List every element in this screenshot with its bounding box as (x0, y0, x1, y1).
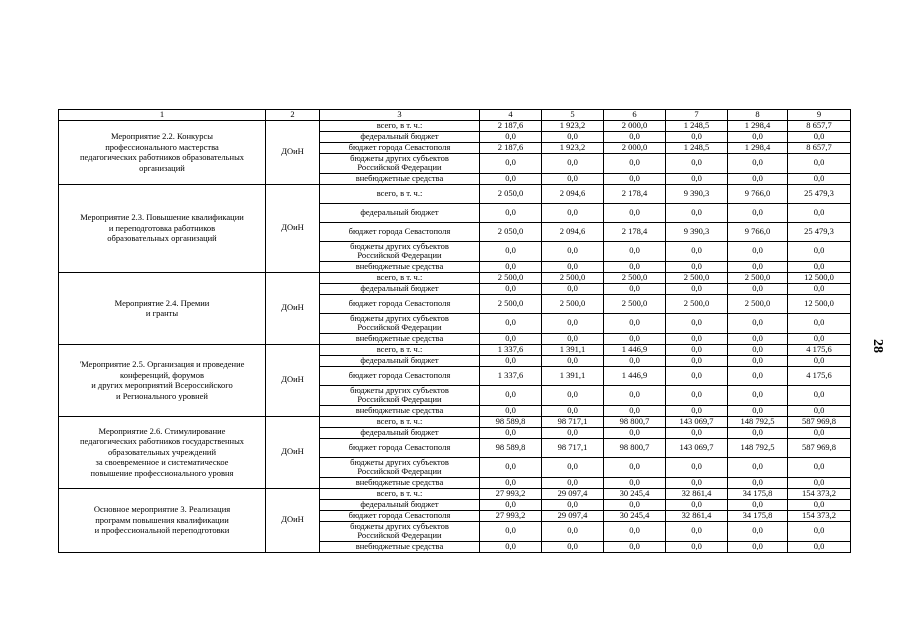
value-cell: 32 861,4 (666, 510, 728, 521)
event-name: Мероприятие 2.3. Повышение квалификации и переподготовка работников образовательных организаций (59, 184, 266, 272)
value-cell: 0,0 (728, 153, 788, 173)
value-cell: 0,0 (728, 366, 788, 385)
value-cell: 98 800,7 (604, 416, 666, 427)
value-cell: 0,0 (542, 241, 604, 261)
value-cell: 148 792,5 (728, 416, 788, 427)
header-cell: 6 (604, 110, 666, 121)
value-cell: 0,0 (480, 261, 542, 272)
funding-source: федеральный бюджет (320, 131, 480, 142)
value-cell: 0,0 (666, 385, 728, 405)
value-cell: 1 248,5 (666, 120, 728, 131)
funding-source: внебюджетные средства (320, 333, 480, 344)
value-cell: 98 800,7 (604, 438, 666, 457)
funding-source: бюджеты других субъектов Российской Федерации (320, 241, 480, 261)
page-number: 28 (870, 339, 885, 353)
funding-source: внебюджетные средства (320, 173, 480, 184)
funding-source: бюджет города Севастополя (320, 294, 480, 313)
value-cell: 0,0 (604, 283, 666, 294)
value-cell: 0,0 (480, 477, 542, 488)
value-cell: 98 589,8 (480, 416, 542, 427)
value-cell: 0,0 (666, 366, 728, 385)
funding-source: федеральный бюджет (320, 499, 480, 510)
value-cell: 0,0 (728, 173, 788, 184)
value-cell: 0,0 (542, 385, 604, 405)
value-cell: 30 245,4 (604, 488, 666, 499)
value-cell: 0,0 (788, 405, 851, 416)
value-cell: 8 657,7 (788, 142, 851, 153)
event-name: Мероприятие 2.6. Стимулирование педагогических работников государственных образовательных учреждений за своевременное и систематическое повышение профессионального уровня (59, 416, 266, 488)
value-cell: 1 298,4 (728, 142, 788, 153)
table-row (59, 272, 851, 283)
executor: ДОиН (266, 344, 320, 416)
value-cell: 0,0 (480, 405, 542, 416)
value-cell: 1 391,1 (542, 366, 604, 385)
value-cell: 0,0 (542, 153, 604, 173)
value-cell: 0,0 (604, 203, 666, 222)
value-cell: 0,0 (480, 427, 542, 438)
value-cell: 0,0 (604, 405, 666, 416)
table-row (59, 184, 851, 203)
value-cell: 0,0 (788, 385, 851, 405)
value-cell: 0,0 (728, 405, 788, 416)
value-cell: 0,0 (604, 427, 666, 438)
value-cell: 0,0 (542, 521, 604, 541)
funding-source: бюджет города Севастополя (320, 510, 480, 521)
header-cell: 8 (728, 110, 788, 121)
table-row (59, 488, 851, 499)
funding-source: всего, в т. ч.: (320, 272, 480, 283)
header-cell: 9 (788, 110, 851, 121)
value-cell: 0,0 (480, 499, 542, 510)
value-cell: 2 500,0 (542, 294, 604, 313)
value-cell: 2 500,0 (604, 294, 666, 313)
value-cell: 154 373,2 (788, 488, 851, 499)
value-cell: 0,0 (604, 457, 666, 477)
value-cell: 0,0 (480, 355, 542, 366)
funding-source: внебюджетные средства (320, 405, 480, 416)
value-cell: 0,0 (666, 153, 728, 173)
value-cell: 4 175,6 (788, 366, 851, 385)
value-cell: 0,0 (728, 241, 788, 261)
value-cell: 0,0 (788, 541, 851, 552)
value-cell: 0,0 (666, 477, 728, 488)
value-cell: 0,0 (788, 333, 851, 344)
funding-source: внебюджетные средства (320, 541, 480, 552)
value-cell: 0,0 (604, 333, 666, 344)
value-cell: 2 094,6 (542, 184, 604, 203)
value-cell: 1 923,2 (542, 142, 604, 153)
funding-source: федеральный бюджет (320, 427, 480, 438)
value-cell: 0,0 (666, 313, 728, 333)
value-cell: 1 391,1 (542, 344, 604, 355)
value-cell: 1 337,6 (480, 344, 542, 355)
value-cell: 0,0 (728, 541, 788, 552)
value-cell: 0,0 (666, 241, 728, 261)
value-cell: 0,0 (728, 385, 788, 405)
value-cell: 2 187,6 (480, 120, 542, 131)
value-cell: 0,0 (788, 203, 851, 222)
value-cell: 0,0 (542, 173, 604, 184)
funding-source: бюджет города Севастополя (320, 222, 480, 241)
funding-source: федеральный бюджет (320, 203, 480, 222)
value-cell: 34 175,8 (728, 488, 788, 499)
value-cell: 0,0 (788, 313, 851, 333)
header-cell: 1 (59, 110, 266, 121)
funding-source: внебюджетные средства (320, 477, 480, 488)
value-cell: 0,0 (604, 477, 666, 488)
value-cell: 0,0 (666, 457, 728, 477)
value-cell: 0,0 (542, 499, 604, 510)
value-cell: 0,0 (480, 203, 542, 222)
value-cell: 0,0 (542, 313, 604, 333)
value-cell: 2 500,0 (666, 272, 728, 283)
header-row (59, 110, 851, 121)
funding-source: федеральный бюджет (320, 283, 480, 294)
header-cell: 7 (666, 110, 728, 121)
value-cell: 0,0 (480, 313, 542, 333)
value-cell: 0,0 (480, 333, 542, 344)
value-cell: 0,0 (788, 283, 851, 294)
funding-source: бюджет города Севастополя (320, 142, 480, 153)
value-cell: 0,0 (542, 477, 604, 488)
value-cell: 0,0 (604, 261, 666, 272)
value-cell: 587 969,8 (788, 438, 851, 457)
value-cell: 0,0 (788, 427, 851, 438)
event-name: Мероприятие 2.2. Конкурсы профессионального мастерства педагогических работников образовательных организаций (59, 120, 266, 184)
value-cell: 143 069,7 (666, 438, 728, 457)
funding-source: всего, в т. ч.: (320, 184, 480, 203)
value-cell: 0,0 (666, 499, 728, 510)
table-row (59, 344, 851, 355)
value-cell: 2 500,0 (666, 294, 728, 313)
value-cell: 0,0 (728, 499, 788, 510)
value-cell: 1 337,6 (480, 366, 542, 385)
value-cell: 9 390,3 (666, 222, 728, 241)
value-cell: 29 097,4 (542, 510, 604, 521)
value-cell: 0,0 (728, 313, 788, 333)
value-cell: 0,0 (728, 344, 788, 355)
value-cell: 0,0 (604, 131, 666, 142)
funding-source: бюджеты других субъектов Российской Федерации (320, 385, 480, 405)
value-cell: 0,0 (666, 333, 728, 344)
funding-source: бюджеты других субъектов Российской Федерации (320, 313, 480, 333)
value-cell: 0,0 (788, 261, 851, 272)
funding-source: бюджет города Севастополя (320, 366, 480, 385)
value-cell: 0,0 (788, 499, 851, 510)
header-cell: 4 (480, 110, 542, 121)
value-cell: 1 446,9 (604, 344, 666, 355)
value-cell: 12 500,0 (788, 272, 851, 283)
table-row (59, 120, 851, 131)
value-cell: 0,0 (604, 355, 666, 366)
event-name: Основное мероприятие 3. Реализация программ повышения квалификации и профессиональной переподготовки (59, 488, 266, 552)
value-cell: 0,0 (666, 344, 728, 355)
value-cell: 0,0 (666, 203, 728, 222)
value-cell: 0,0 (666, 261, 728, 272)
value-cell: 0,0 (480, 241, 542, 261)
value-cell: 143 069,7 (666, 416, 728, 427)
value-cell: 0,0 (728, 261, 788, 272)
value-cell: 0,0 (666, 173, 728, 184)
value-cell: 98 717,1 (542, 438, 604, 457)
executor: ДОиН (266, 488, 320, 552)
value-cell: 98 589,8 (480, 438, 542, 457)
value-cell: 0,0 (788, 241, 851, 261)
value-cell: 2 178,4 (604, 222, 666, 241)
value-cell: 154 373,2 (788, 510, 851, 521)
value-cell: 0,0 (788, 477, 851, 488)
value-cell: 0,0 (480, 521, 542, 541)
value-cell: 0,0 (480, 541, 542, 552)
value-cell: 0,0 (604, 541, 666, 552)
value-cell: 25 479,3 (788, 222, 851, 241)
executor: ДОиН (266, 416, 320, 488)
funding-source: всего, в т. ч.: (320, 344, 480, 355)
value-cell: 30 245,4 (604, 510, 666, 521)
value-cell: 0,0 (666, 541, 728, 552)
value-cell: 0,0 (666, 427, 728, 438)
value-cell: 2 500,0 (542, 272, 604, 283)
value-cell: 1 298,4 (728, 120, 788, 131)
value-cell: 2 500,0 (728, 272, 788, 283)
value-cell: 0,0 (542, 355, 604, 366)
value-cell: 0,0 (788, 521, 851, 541)
value-cell: 0,0 (788, 457, 851, 477)
value-cell: 0,0 (604, 153, 666, 173)
value-cell: 0,0 (480, 153, 542, 173)
value-cell: 0,0 (480, 173, 542, 184)
value-cell: 0,0 (542, 457, 604, 477)
value-cell: 2 178,4 (604, 184, 666, 203)
value-cell: 0,0 (788, 131, 851, 142)
funding-source: внебюджетные средства (320, 261, 480, 272)
value-cell: 2 500,0 (480, 294, 542, 313)
table-row (59, 416, 851, 427)
budget-table (58, 109, 851, 553)
value-cell: 0,0 (788, 173, 851, 184)
value-cell: 0,0 (542, 427, 604, 438)
funding-source: всего, в т. ч.: (320, 488, 480, 499)
value-cell: 34 175,8 (728, 510, 788, 521)
value-cell: 0,0 (604, 521, 666, 541)
header-cell: 5 (542, 110, 604, 121)
executor: ДОиН (266, 184, 320, 272)
value-cell: 0,0 (728, 355, 788, 366)
value-cell: 4 175,6 (788, 344, 851, 355)
value-cell: 9 766,0 (728, 222, 788, 241)
value-cell: 0,0 (480, 131, 542, 142)
value-cell: 0,0 (542, 333, 604, 344)
value-cell: 0,0 (728, 283, 788, 294)
funding-source: бюджеты других субъектов Российской Федерации (320, 153, 480, 173)
value-cell: 0,0 (666, 355, 728, 366)
value-cell: 9 390,3 (666, 184, 728, 203)
value-cell: 0,0 (728, 427, 788, 438)
value-cell: 0,0 (728, 457, 788, 477)
value-cell: 0,0 (728, 333, 788, 344)
value-cell: 25 479,3 (788, 184, 851, 203)
value-cell: 0,0 (666, 405, 728, 416)
value-cell: 0,0 (604, 499, 666, 510)
value-cell: 0,0 (728, 477, 788, 488)
value-cell: 0,0 (542, 131, 604, 142)
value-cell: 0,0 (788, 355, 851, 366)
value-cell: 0,0 (480, 457, 542, 477)
funding-source: федеральный бюджет (320, 355, 480, 366)
value-cell: 0,0 (480, 283, 542, 294)
value-cell: 2 000,0 (604, 142, 666, 153)
value-cell: 2 050,0 (480, 184, 542, 203)
value-cell: 0,0 (542, 541, 604, 552)
value-cell: 0,0 (728, 203, 788, 222)
value-cell: 0,0 (604, 313, 666, 333)
funding-source: бюджеты других субъектов Российской Федерации (320, 457, 480, 477)
value-cell: 0,0 (666, 131, 728, 142)
value-cell: 0,0 (728, 521, 788, 541)
value-cell: 1 446,9 (604, 366, 666, 385)
value-cell: 27 993,2 (480, 510, 542, 521)
value-cell: 2 500,0 (604, 272, 666, 283)
event-name: Мероприятие 2.4. Премии и гранты (59, 272, 266, 344)
funding-source: всего, в т. ч.: (320, 416, 480, 427)
value-cell: 2 187,6 (480, 142, 542, 153)
value-cell: 587 969,8 (788, 416, 851, 427)
value-cell: 32 861,4 (666, 488, 728, 499)
value-cell: 27 993,2 (480, 488, 542, 499)
value-cell: 0,0 (542, 283, 604, 294)
funding-source: бюджет города Севастополя (320, 438, 480, 457)
value-cell: 2 094,6 (542, 222, 604, 241)
value-cell: 0,0 (542, 261, 604, 272)
value-cell: 8 657,7 (788, 120, 851, 131)
value-cell: 0,0 (728, 131, 788, 142)
value-cell: 1 923,2 (542, 120, 604, 131)
value-cell: 0,0 (666, 283, 728, 294)
value-cell: 1 248,5 (666, 142, 728, 153)
value-cell: 98 717,1 (542, 416, 604, 427)
value-cell: 0,0 (604, 173, 666, 184)
value-cell: 2 500,0 (480, 272, 542, 283)
value-cell: 0,0 (542, 405, 604, 416)
executor: ДОиН (266, 120, 320, 184)
value-cell: 0,0 (604, 241, 666, 261)
value-cell: 2 050,0 (480, 222, 542, 241)
value-cell: 148 792,5 (728, 438, 788, 457)
executor: ДОиН (266, 272, 320, 344)
header-cell: 3 (320, 110, 480, 121)
value-cell: 2 500,0 (728, 294, 788, 313)
value-cell: 0,0 (480, 385, 542, 405)
funding-source: бюджеты других субъектов Российской Федерации (320, 521, 480, 541)
event-name: 'Мероприятие 2.5. Организация и проведение конференций, форумов и других мероприятий Всероссийского и Регионального уровней (59, 344, 266, 416)
value-cell: 0,0 (788, 153, 851, 173)
value-cell: 2 000,0 (604, 120, 666, 131)
value-cell: 12 500,0 (788, 294, 851, 313)
value-cell: 0,0 (604, 385, 666, 405)
value-cell: 0,0 (542, 203, 604, 222)
value-cell: 29 097,4 (542, 488, 604, 499)
funding-source: всего, в т. ч.: (320, 120, 480, 131)
value-cell: 9 766,0 (728, 184, 788, 203)
header-cell: 2 (266, 110, 320, 121)
value-cell: 0,0 (666, 521, 728, 541)
